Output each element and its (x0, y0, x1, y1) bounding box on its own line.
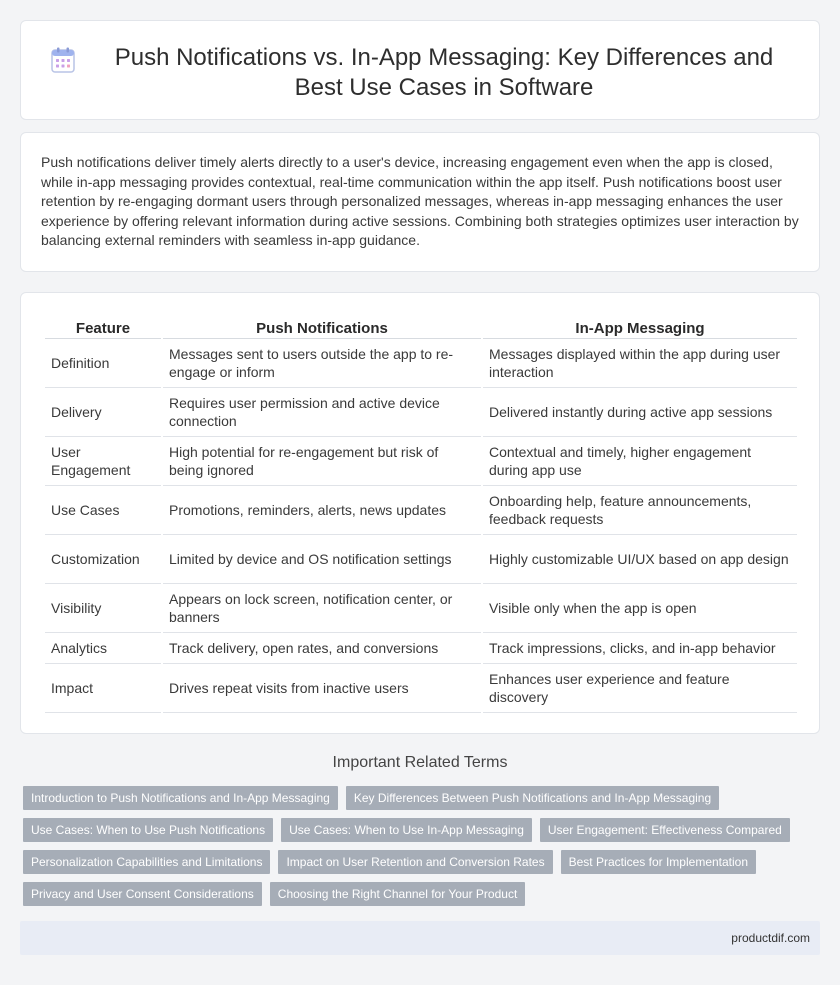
related-terms-list (23, 786, 813, 906)
related-term-tag[interactable]: Personalization Capabilities and Limitations (23, 850, 270, 874)
related-term-tag[interactable]: Best Practices for Implementation (561, 850, 756, 874)
feature-cell: Analytics (45, 633, 161, 664)
push-cell: Limited by device and OS notification settings (163, 535, 481, 584)
push-cell: Appears on lock screen, notification center, or banners (163, 584, 481, 633)
feature-cell: Definition (45, 339, 161, 388)
in-app-cell: Contextual and timely, higher engagement during app use (483, 437, 797, 486)
push-cell: High potential for re-engagement but risk of being ignored (163, 437, 481, 486)
table-row (45, 486, 797, 535)
table-header-row (45, 315, 797, 339)
feature-cell: Visibility (45, 584, 161, 633)
in-app-cell: Enhances user experience and feature discovery (483, 664, 797, 713)
push-cell: Requires user permission and active device connection (163, 388, 481, 437)
footer (20, 921, 820, 955)
intro-paragraph: Push notifications deliver timely alerts directly to a user's device, increasing engagement even when the app is closed, while in-app messaging provides contextual, real-time communication within the app itself. Push notifications boost user retention by re-engaging dormant users through personalized messages, whereas in-app messaging enhances the user experience by offering relevant information during active sessions. Combining both strategies optimizes user interaction by balancing external reminders with seamless in-app guidance. (41, 154, 799, 248)
related-terms-heading: Important Related Terms (332, 754, 508, 771)
related-term-tag[interactable]: Use Cases: When to Use In-App Messaging (281, 818, 532, 842)
feature-cell: Delivery (45, 388, 161, 437)
push-cell: Track delivery, open rates, and conversions (163, 633, 481, 664)
in-app-cell: Messages displayed within the app during user interaction (483, 339, 797, 388)
calendar-icon (51, 47, 75, 73)
table-row (45, 664, 797, 713)
related-term-tag[interactable]: Choosing the Right Channel for Your Product (270, 882, 526, 906)
header-push-notifications: Push Notifications (163, 315, 481, 339)
in-app-cell: Delivered instantly during active app sessions (483, 388, 797, 437)
header-in-app-messaging: In-App Messaging (483, 315, 797, 339)
in-app-cell: Track impressions, clicks, and in-app behavior (483, 633, 797, 664)
in-app-cell: Visible only when the app is open (483, 584, 797, 633)
table-row (45, 584, 797, 633)
push-cell: Messages sent to users outside the app to re-engage or inform (163, 339, 481, 388)
intro-card (20, 132, 820, 272)
feature-cell: Customization (45, 535, 161, 584)
comparison-table-card (20, 292, 820, 734)
table-row (45, 535, 797, 584)
page-title: Push Notifications vs. In-App Messaging: Key Differences and Best Use Cases in Software (114, 44, 774, 101)
in-app-cell: Highly customizable UI/UX based on app design (483, 535, 797, 584)
related-term-tag[interactable]: Use Cases: When to Use Push Notifications (23, 818, 273, 842)
table-row (45, 633, 797, 664)
table-row (45, 388, 797, 437)
footer-site-name[interactable]: productdif.com (731, 931, 810, 945)
header-feature: Feature (45, 315, 161, 339)
feature-cell: Use Cases (45, 486, 161, 535)
table-row (45, 437, 797, 486)
feature-cell: User Engagement (45, 437, 161, 486)
table-row (45, 339, 797, 388)
related-term-tag[interactable]: User Engagement: Effectiveness Compared (540, 818, 790, 842)
in-app-cell: Onboarding help, feature announcements, feedback requests (483, 486, 797, 535)
related-term-tag[interactable]: Impact on User Retention and Conversion Rates (278, 850, 552, 874)
push-cell: Drives repeat visits from inactive users (163, 664, 481, 713)
title-wrap (21, 43, 819, 103)
related-term-tag[interactable]: Introduction to Push Notifications and In-App Messaging (23, 786, 338, 810)
comparison-table (43, 315, 799, 713)
related-term-tag[interactable]: Privacy and User Consent Considerations (23, 882, 262, 906)
related-term-tag[interactable]: Key Differences Between Push Notifications and In-App Messaging (346, 786, 719, 810)
push-cell: Promotions, reminders, alerts, news updates (163, 486, 481, 535)
feature-cell: Impact (45, 664, 161, 713)
title-card (20, 20, 820, 120)
